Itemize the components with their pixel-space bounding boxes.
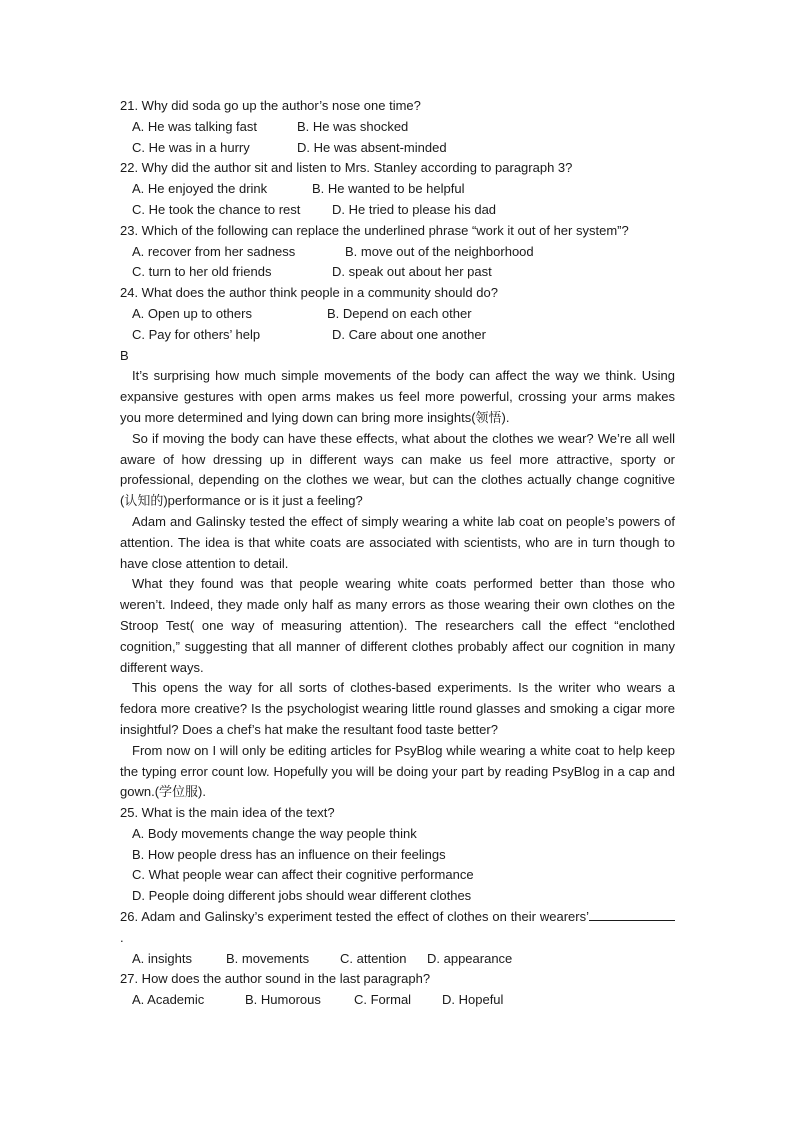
option-24d: D. Care about one another	[332, 326, 486, 342]
question-23-stem: 23. Which of the following can replace the underlined phrase “work it out of her system”?	[120, 222, 629, 238]
question-23-options-row1	[120, 242, 675, 263]
option-21d: D. He was absent-minded	[297, 139, 447, 155]
question-21-stem: 21. Why did soda go up the author’s nose one time?	[120, 98, 421, 113]
option-27a: A. Academic	[132, 992, 205, 1008]
option-24a: A. Open up to others	[132, 305, 252, 321]
question-26-stem-text: 26. Adam and Galinsky’s experiment tested the effect of clothes on their wearers’	[120, 909, 589, 925]
passage-paragraph-4: What they found was that people wearing white coats performed better than those who weren’t. Indeed, they made only half as many errors as those wearing their own clothes on the Stroop Test( one way of measuring attention). The researchers call the effect “enclothed cognition,” suggesting that all manner of different clothes probably affect our cognition in many different ways.	[120, 576, 675, 675]
question-22-options-row1	[120, 179, 675, 200]
option-22b: B. He wanted to be helpful	[312, 181, 465, 197]
option-26b: B. movements	[226, 950, 310, 966]
question-25-stem: 25. What is the main idea of the text?	[120, 805, 335, 821]
option-21a: A. He was talking fast	[132, 118, 257, 134]
option-23a: A. recover from her sadness	[132, 243, 296, 259]
option-21b: B. He was shocked	[297, 118, 409, 134]
question-26-stem	[120, 907, 675, 949]
option-25a: A. Body movements change the way people think	[132, 825, 417, 841]
passage-paragraph-6: From now on I will only be editing articles for PsyBlog while wearing a white coat to help keep the typing error count low. Hopefully you will be doing your part by reading PsyBlog in a cap and gown.(学位服).	[120, 742, 675, 800]
passage-paragraph-1: It’s surprising how much simple movements of the body can affect the way we think. Using expansive gestures with open arms makes us feel more powerful, crossing your arms makes you more determined and lying down can bring more insights(领悟).	[120, 368, 675, 425]
question-26-stem-end: .	[120, 929, 124, 945]
option-27b: B. Humorous	[245, 992, 321, 1008]
section-b-label: B	[120, 347, 129, 363]
option-26a: A. insights	[132, 950, 192, 966]
question-24-options-row1	[120, 304, 675, 325]
option-26c: C. attention	[340, 950, 407, 966]
passage-paragraph-5: This opens the way for all sorts of clothes-based experiments. Is the writer who wears a fedora more creative? Is the psychologist wearing little round glasses and smoking a cigar more insightful? Does a chef’s hat make the resultant food taste better?	[120, 680, 675, 737]
option-25c: C. What people wear can affect their cognitive performance	[132, 867, 474, 883]
option-21c: C. He was in a hurry	[132, 139, 250, 155]
option-25d: D. People doing different jobs should wear different clothes	[132, 888, 472, 904]
option-25b: B. How people dress has an influence on their feelings	[132, 846, 446, 862]
question-26-options	[120, 949, 675, 970]
question-27-options	[120, 990, 675, 1011]
question-27-stem: 27. How does the author sound in the last paragraph?	[120, 971, 431, 987]
option-27c: C. Formal	[354, 992, 412, 1008]
option-24b: B. Depend on each other	[327, 305, 472, 321]
answer-blank	[589, 908, 675, 921]
option-23d: D. speak out about her past	[332, 264, 492, 280]
question-21-options-row1	[120, 117, 675, 138]
passage-paragraph-2: So if moving the body can have these effects, what about the clothes we wear? We’re all well aware of how dressing up in different ways can make us feel more attractive, sporty or professional, depending on the clothes we wear, but can the clothes actually change cognitive (认知的)performance or is it just a feeling?	[120, 430, 675, 509]
question-24-stem: 24. What does the author think people in a community should do?	[120, 285, 498, 301]
question-22-stem: 22. Why did the author sit and listen to Mrs. Stanley according to paragraph 3?	[120, 160, 573, 176]
option-26d: D. appearance	[427, 950, 513, 966]
passage-paragraph-3: Adam and Galinsky tested the effect of simply wearing a white lab coat on people’s powers of attention. The idea is that white coats are associated with scientists, who are in turn though to have close attention to detail.	[120, 513, 675, 571]
option-23c: C. turn to her old friends	[132, 264, 272, 280]
exam-content	[120, 96, 675, 1011]
question-23-options-row2	[120, 262, 675, 283]
option-22a: A. He enjoyed the drink	[132, 181, 268, 197]
question-22-options-row2	[120, 200, 675, 221]
question-24-options-row2	[120, 325, 675, 346]
option-24c: C. Pay for others’ help	[132, 326, 261, 342]
option-27d: D. Hopeful	[442, 992, 504, 1008]
option-23b: B. move out of the neighborhood	[345, 243, 534, 259]
option-22c: C. He took the chance to rest	[132, 201, 301, 217]
question-21-options-row2	[120, 138, 675, 159]
option-22d: D. He tried to please his dad	[332, 201, 497, 217]
